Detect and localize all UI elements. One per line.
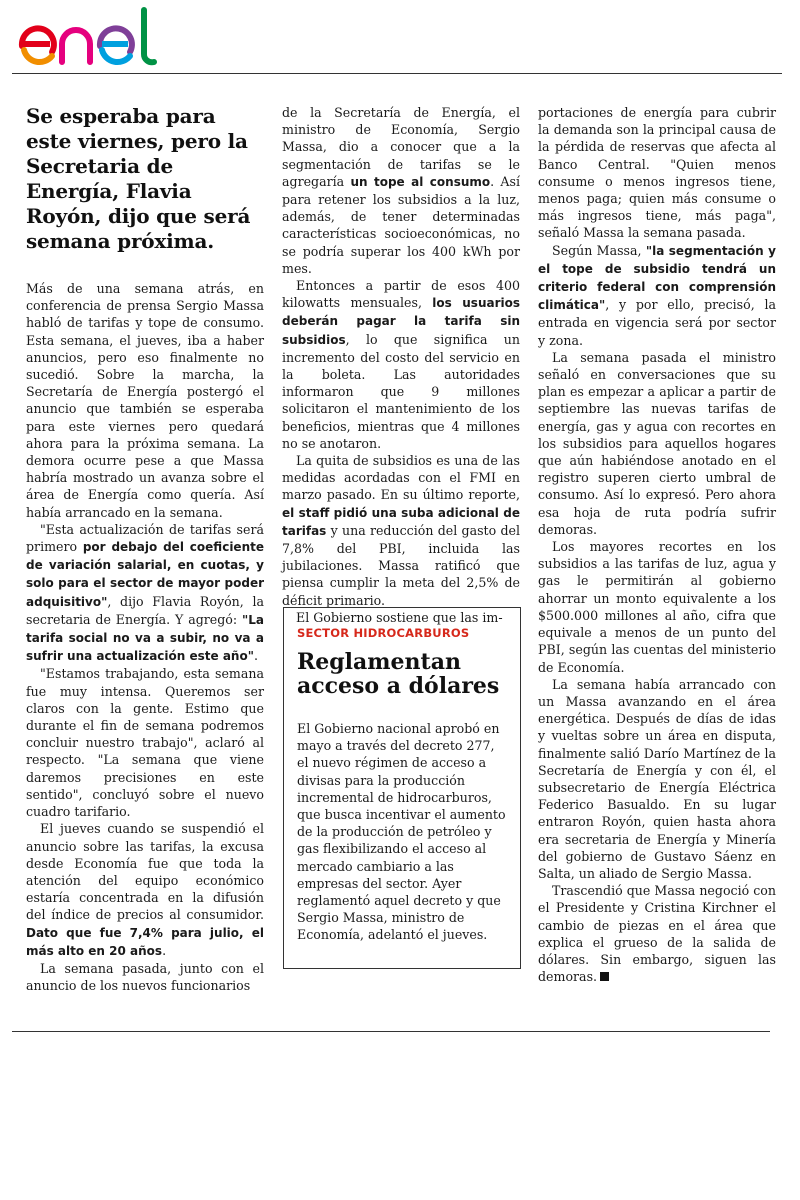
- enel-logo: [16, 6, 176, 68]
- box-title: Reglamentan acceso a dólares: [297, 649, 500, 699]
- paragraph: Entonces a partir de esos 400 kilowatts mensuales, los usuarios deberán pagar la tarifa sin subsidios, lo que significa un incremento del costo del servicio en la boleta. Las autoridades informaron que 9 millones solicitaron el mantenimiento de los beneficios, mientras que 4 millones no se anotaron.: [282, 278, 520, 451]
- paragraph: La quita de subsidios es una de las medidas acordadas con el FMI en marzo pasado. En su último reporte, el staff pidió una suba adicional de tarifas y una reducción del gasto del 7,8% del PBI, incluida las jubilaciones. Massa ratificó que piensa cumplir la meta del 2,5% de déficit primario.: [282, 453, 520, 608]
- bottom-rule: [12, 1031, 770, 1032]
- end-mark-icon: [600, 972, 609, 981]
- paragraph: "Estamos trabajando, esta semana fue muy intensa. Queremos ser claros con la gente. Estimo que durante el fin de semana podremos concluir nuestro trabajo", aclaró al respecto. "La semana que viene daremos precisiones en este sentido", concluyó sobre el nuevo cuadro tarifario.: [26, 666, 264, 820]
- paragraph: La semana había arrancado con un Massa avanzando en el área energética. Después de días de idas y vueltas sobre un área en disputa, finalmente salió Darío Martínez de la Secretaría de Energía y con él, el subsecretario de Energía Eléctrica Federico Basualdo. En su lugar entraron Royón, quien hasta ahora era secretaria de Energía y Minería del gobierno de Gustavo Sáenz en Salta, un aliado de Sergio Massa.: [538, 676, 776, 881]
- paragraph: "Esta actualización de tarifas será primero por debajo del coeficiente de variación salarial, en cuotas, y solo para el sector de mayor poder adquisitivo", dijo Flavia Royón, la secretaria de Energía. Y agregó: "La tarifa social no va a subir, no va a sufrir una actualización este año".: [26, 521, 264, 664]
- section-label: SECTOR HIDROCARBUROS: [297, 626, 470, 640]
- paragraph: Los mayores recortes en los subsidios a las tarifas de luz, agua y gas le permitirán al gobierno ahorrar un monto equivalente a los $500.000 millones al año, cifra que equivale a menos de un punto del PBI, según las cuentas del ministerio de Economía.: [538, 539, 776, 675]
- box-body: El Gobierno nacional aprobó en mayo a través del decreto 277, el nuevo régimen de acceso a divisas para la producción incremental de hidrocarburos, que busca incentivar el aumento de la producción de petróleo y gas flexibilizando el acceso al mercado cambiario a las empresas del sector. Ayer reglamentó aquel decreto y que Sergio Massa, ministro de Economía, adelantó el jueves.: [297, 721, 506, 943]
- article-column-3: [538, 104, 776, 985]
- paragraph: El jueves cuando se suspendió el anuncio sobre las tarifas, la excusa desde Economía fue que toda la atención del equipo económico estaría concentrada en la difusión del índice de precios al consumidor. Dato que fue 7,4% para julio, el más alto en 20 años.: [26, 821, 264, 958]
- article-column-1: [26, 104, 264, 994]
- paragraph: Según Massa, "la segmentación y el tope de subsidio tendrá un criterio federal con comprensión climática", y por ello, precisó, la entrada en vigencia será por sector y zona.: [538, 242, 777, 348]
- sidebar-box: [283, 607, 521, 969]
- top-rule: [12, 73, 782, 74]
- article-column-2: [282, 104, 520, 626]
- paragraph: La semana pasada, junto con el anuncio de los nuevos funcionarios: [26, 960, 264, 994]
- paragraph: Más de una semana atrás, en conferencia de prensa Sergio Massa habló de tarifas y tope de consumo. Esta semana, el jueves, iba a haber anuncios, pero eso finalmente no sucedió. Sobre la marcha, la Secretaría de Energía postergó el anuncio que también se esperaba para este viernes pero quedará ahora para la próxima semana. La demora ocurre pese a que Massa habría mostrado un avanza sobre el área de Energía como quería. Así había arrancado en la semana.: [26, 281, 264, 520]
- article-headline: Se esperaba para este viernes, pero la Secretaria de Energía, Flavia Royón, dijo que será semana próxima.: [26, 104, 251, 253]
- paragraph: La semana pasada el ministro señaló en conversaciones que su plan es empezar a aplicar a partir de septiembre las nuevas tarifas de energía, gas y agua con recortes en los subsidios para aquellos hogares que aún habiéndose anotado en el registro superen cierto umbral de consumo. Así lo expresó. Pero ahora esa hoja de ruta podría sufrir demoras.: [538, 349, 776, 537]
- paragraph: Trascendió que Massa negoció con el Presidente y Cristina Kirchner el cambio de piezas en el área que explica el grueso de la salida de dólares. Sin embargo, siguen las demoras.: [538, 883, 776, 985]
- paragraph: portaciones de energía para cubrir la demanda son la principal causa de la pérdida de reservas que afecta al Banco Central. "Quien menos consume o menos ingresos tiene, menos paga; quien más consume o más ingresos tiene, más paga", señaló Massa la semana pasada.: [538, 105, 776, 241]
- paragraph: El Gobierno sostiene que las im-: [296, 609, 503, 625]
- paragraph: de la Secretaría de Energía, el ministro de Economía, Sergio Massa, dio a conocer que a la segmentación de tarifas se le agregaría un tope al consumo. Así para retener los subsidios a la luz, además, de tener determinadas características socioeconómicas, no se podría superar los 400 kWh por mes.: [282, 105, 521, 276]
